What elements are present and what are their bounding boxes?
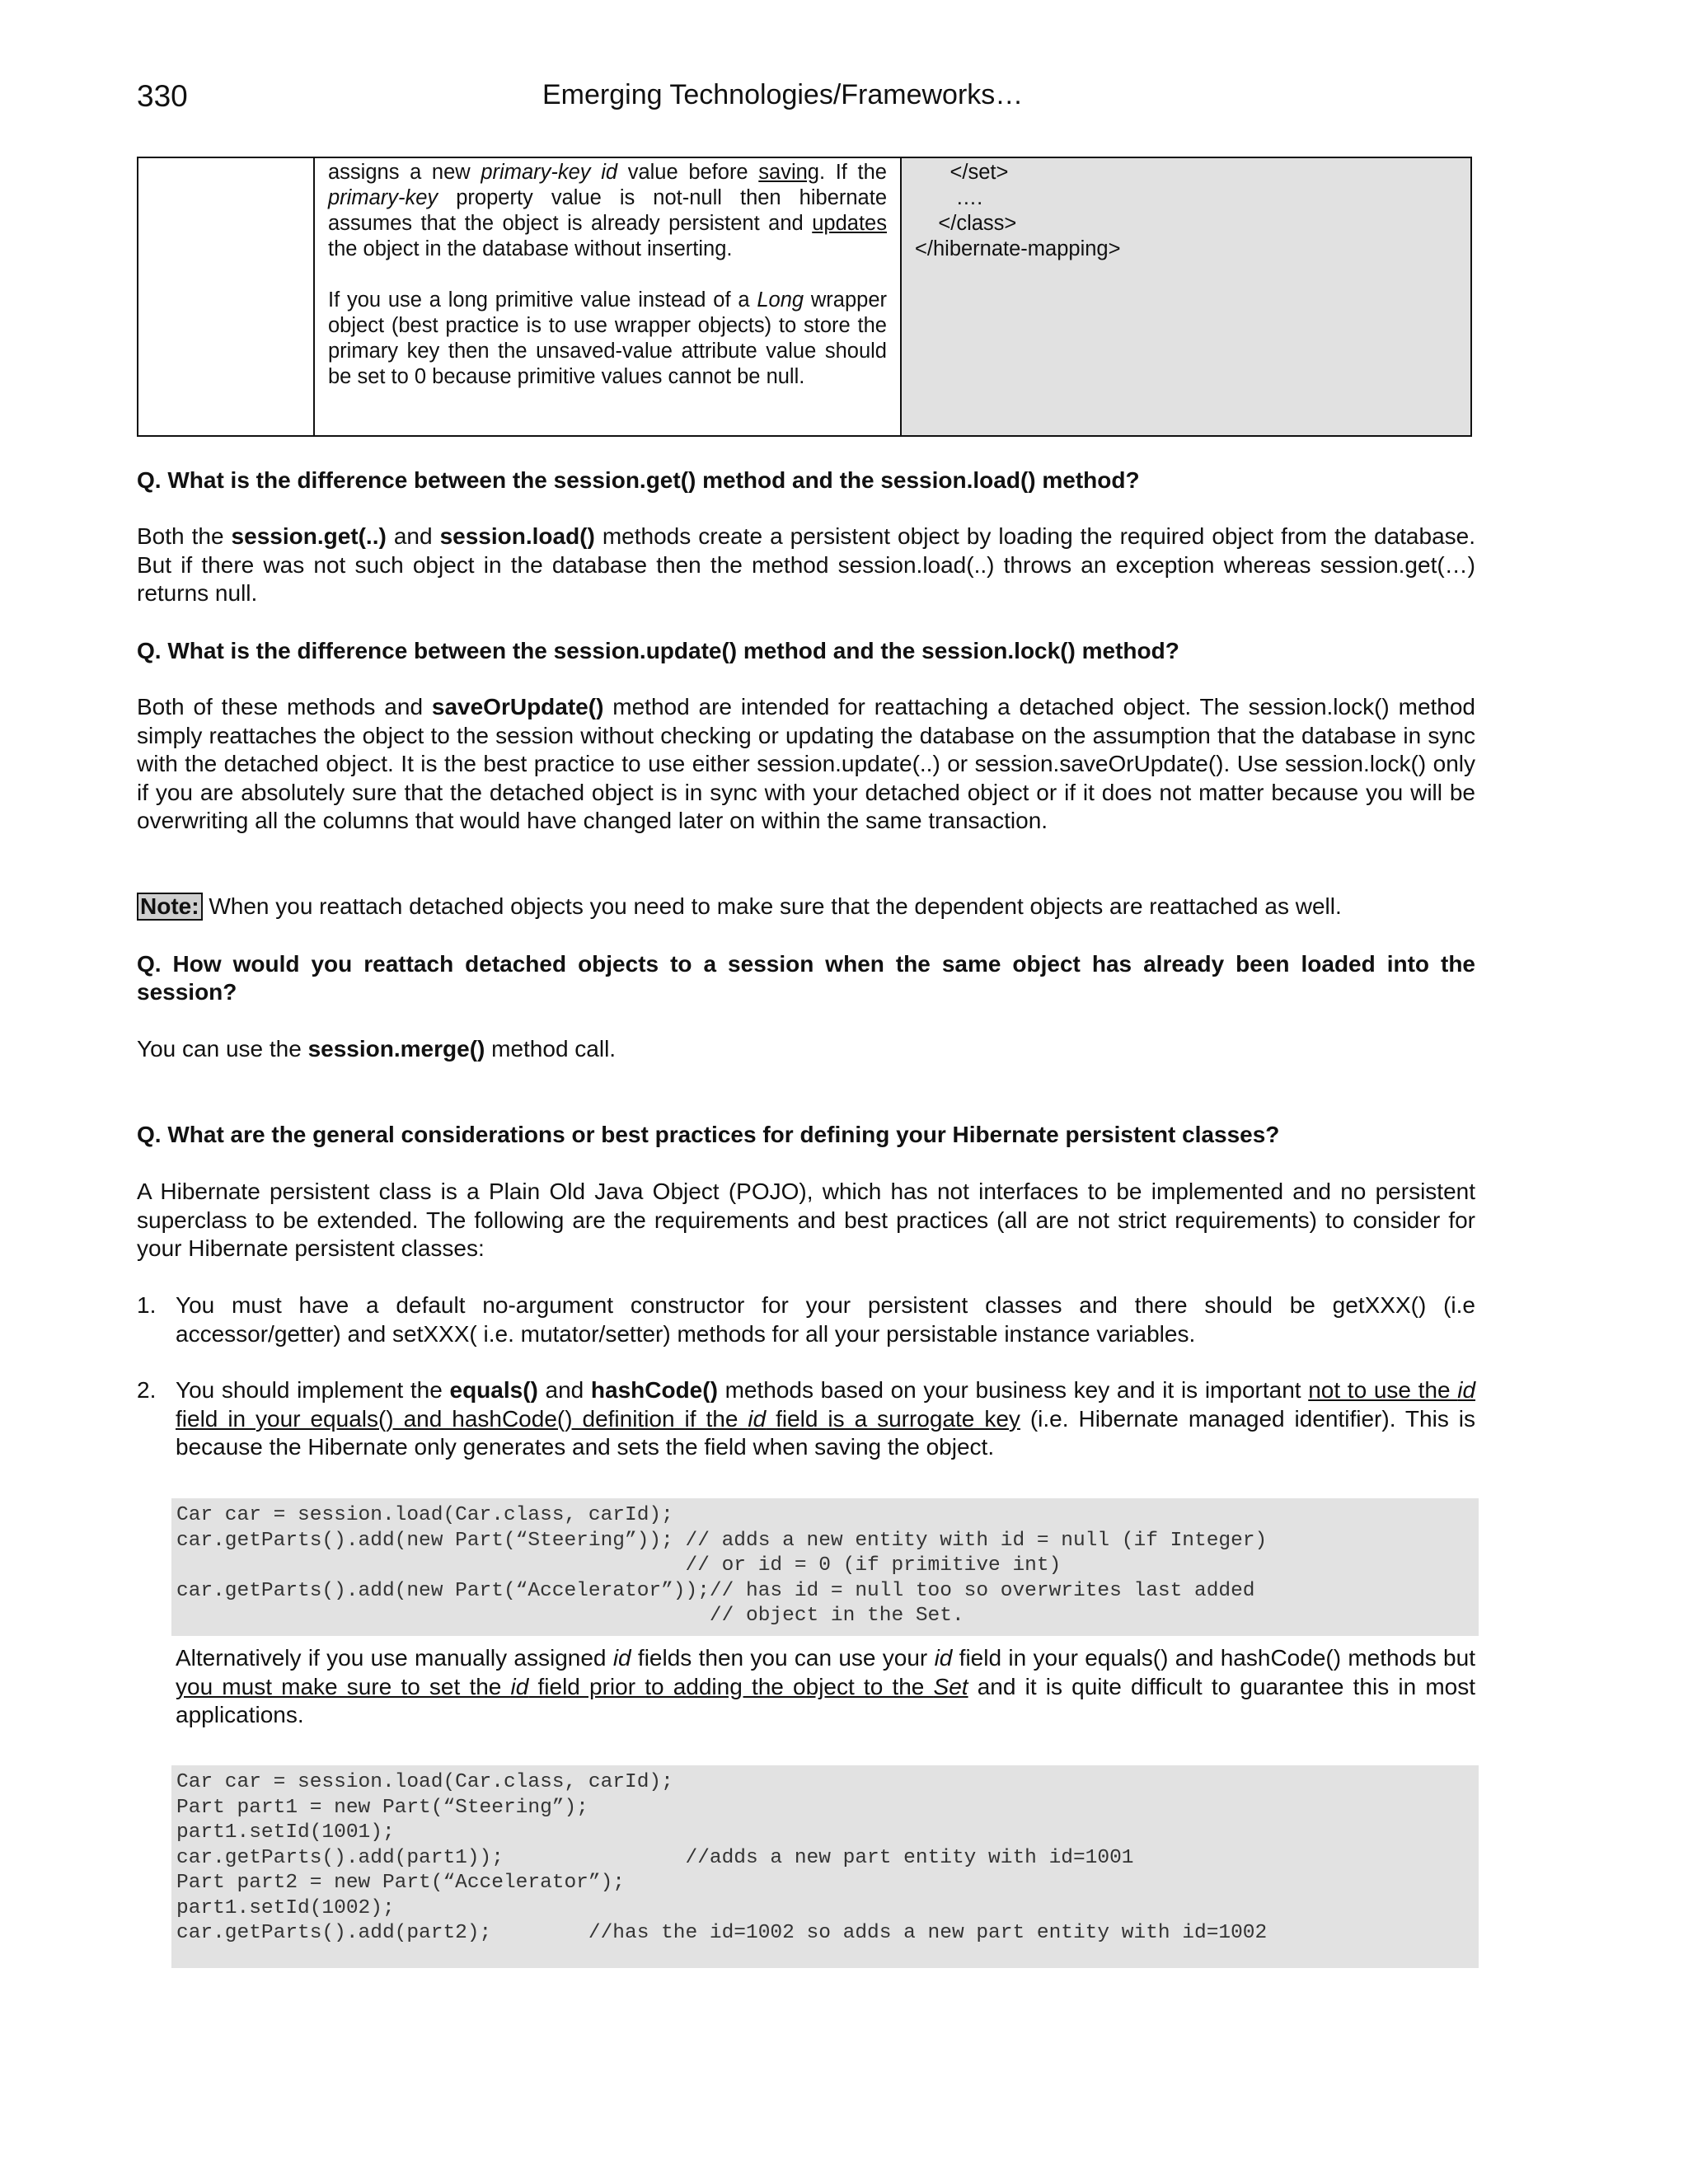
list-item xyxy=(137,1376,1475,1462)
question-heading: Q. What are the general considerations or best practices for defining your Hibernate persistent classes? xyxy=(137,1122,1280,1147)
note-label: Note: xyxy=(137,893,203,921)
xml-line: …. xyxy=(915,186,983,209)
table-cell-description xyxy=(315,158,902,435)
list-number: 2. xyxy=(137,1377,157,1403)
note xyxy=(137,893,1475,921)
code-line: part1.setId(1002); xyxy=(176,1896,395,1919)
question-heading: Q. What is the difference between the session.update() method and the session.lock() method? xyxy=(137,638,1179,663)
table-paragraph-1: assigns a new primary-key id value before saving. If the primary-key property value is not-null then hibernate assumes that the object is already persistent and updates the object in the database without inserting. xyxy=(328,161,887,260)
question-1 xyxy=(137,466,1475,494)
code-line: part1.setId(1001); xyxy=(176,1821,395,1844)
list-number: 1. xyxy=(137,1292,157,1318)
running-title: Emerging Technologies/Frameworks… xyxy=(542,79,1024,110)
xml-line: </hibernate-mapping> xyxy=(915,237,1121,260)
question-3 xyxy=(137,950,1475,1006)
table-paragraph-2: If you use a long primitive value instead of a Long wrapper object (best practice is to use wrapper objects) to store the primary key then the unsaved-value attribute value should be set to 0 because primitive values cannot be null. xyxy=(328,288,888,388)
code-line: Car car = session.load(Car.class, carId); xyxy=(176,1771,673,1793)
answer-paragraph: A Hibernate persistent class is a Plain Old Java Object (POJO), which has not interfaces to be implemented and no persistent superclass to be extended. The following are the requirements and best practices (all are not strict requirements) to consider for your Hibernate persistent classes: xyxy=(137,1179,1475,1261)
code-block-1 xyxy=(171,1498,1479,1636)
alternative-paragraph xyxy=(176,1644,1475,1730)
xml-line: </class> xyxy=(915,212,1017,235)
code-line: Car car = session.load(Car.class, carId); xyxy=(176,1504,673,1526)
table-cell-xml-code xyxy=(902,158,1470,435)
page-number: 330 xyxy=(137,79,188,113)
question-2 xyxy=(137,637,1475,665)
code-line: // object in the Set. xyxy=(176,1605,964,1627)
answer-paragraph: Both of these methods and saveOrUpdate() method are intended for reattaching a detached object. The session.lock() method simply reattaches the object to the session without checking or updating the database on the assumption that the database in sync with the detached object. It is the best practice to use either session.update(..) or session.saveOrUpdate(). Use session.lock() only if you are absolutely sure that the detached object is in sync with your detached object or if it does not matter because you will be overwriting all the columns that would have changed later on within the same transaction. xyxy=(137,694,1476,833)
table-cell-left xyxy=(138,158,315,435)
continued-table xyxy=(137,157,1472,437)
question-heading: Q. How would you reattach detached objects to a session when the same object has already been loaded into the session? xyxy=(137,951,1475,1005)
code-line: Part part1 = new Part(“Steering”); xyxy=(176,1796,588,1819)
list-item xyxy=(137,1291,1475,1348)
answer-4-intro xyxy=(137,1178,1475,1263)
code-line: car.getParts().add(new Part(“Accelerator”));// has id = null too so overwrites last added xyxy=(176,1579,1255,1602)
question-heading: Q. What is the difference between the session.get() method and the session.load() method? xyxy=(137,467,1140,493)
note-paragraph: Note: When you reattach detached objects you need to make sure that the dependent objects are reattached as well. xyxy=(137,893,1475,921)
answer-2 xyxy=(137,693,1475,836)
code-line: // or id = 0 (if primitive int) xyxy=(176,1554,1062,1577)
answer-1 xyxy=(137,523,1475,608)
answer-paragraph: Alternatively if you use manually assigned id fields then you can use your id field in your equals() and hashCode() methods but you must make sure to set the id field prior to adding the object to the Set and it is quite difficult to guarantee this in most applications. xyxy=(176,1645,1475,1727)
answer-paragraph: Both the session.get(..) and session.load() methods create a persistent object by loading the required object from the database. But if there was not such object in the database then the method session.load(..) throws an exception whereas session.get(…) returns null. xyxy=(137,523,1476,606)
question-4 xyxy=(137,1121,1475,1149)
list-text: You should implement the equals() and hashCode() methods based on your business key and it is important not to use the id field in your equals() and hashCode() definition if the id field is a surrogate key (i.e. Hibernate managed identifier). This is because the Hibernate only generates and sets the field when saving the object. xyxy=(176,1377,1476,1460)
answer-paragraph: You can use the session.merge() method call. xyxy=(137,1036,617,1062)
code-line: car.getParts().add(part2); //has the id=1002 so adds a new part entity with id=1002 xyxy=(176,1922,1268,1944)
code-line: car.getParts().add(part1)); //adds a new part entity with id=1001 xyxy=(176,1846,1134,1869)
xml-line: </set> xyxy=(915,161,1009,184)
code-block-2 xyxy=(171,1765,1479,1968)
list-text: You must have a default no-argument constructor for your persistent classes and there should be getXXX() (i.e accessor/getter) and setXXX( i.e. mutator/setter) methods for all your persistable instance variables. xyxy=(176,1292,1475,1347)
answer-3 xyxy=(137,1035,1475,1064)
code-line: car.getParts().add(new Part(“Steering”)); // adds a new entity with id = null (if Integer) xyxy=(176,1529,1268,1552)
code-line: Part part2 = new Part(“Accelerator”); xyxy=(176,1872,625,1894)
